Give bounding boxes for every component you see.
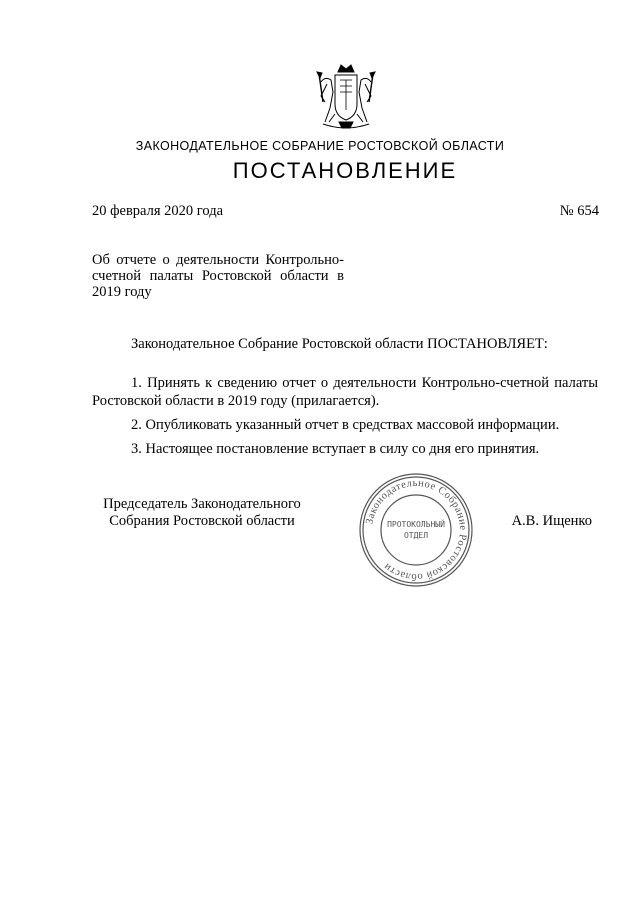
document-subject: Об отчете о деятельности Контрольно-счетной палаты Ростовской области в 2019 году	[92, 252, 344, 300]
resolution-item: 2. Опубликовать указанный отчет в средствах массовой информации.	[131, 417, 560, 433]
stamp-inner-line2: ОТДЕЛ	[403, 531, 429, 540]
resolution-item: 3. Настоящее постановление вступает в силу со дня его принятия.	[131, 441, 540, 457]
document-number: № 654	[559, 203, 599, 219]
resolution-item: 1. Принять к сведению отчет о деятельности Контрольно-счетной палаты Ростовской области в 2019 году (прилагается).	[92, 375, 598, 409]
document-type-title: ПОСТАНОВЛЕНИЕ	[232, 158, 458, 183]
signatory-name: А.В. Ищенко	[511, 513, 592, 529]
resolution-items	[92, 374, 598, 458]
stamp-inner-line1: ПРОТОКОЛЬНЫЙ	[387, 520, 445, 529]
official-stamp	[357, 471, 475, 589]
resolution-intro: Законодательное Собрание Ростовской области ПОСТАНОВЛЯЕТ:	[131, 336, 548, 352]
signatory-position-line: Председатель Законодательного	[103, 496, 301, 512]
signatory-position	[92, 496, 312, 530]
coat-of-arms-icon	[313, 62, 379, 132]
organization-name: ЗАКОНОДАТЕЛЬНОЕ СОБРАНИЕ РОСТОВСКОЙ ОБЛАСТИ	[135, 139, 505, 153]
stamp-outer-text: Законодательное Собрание Ростовской области	[364, 477, 469, 583]
signatory-position-line: Собрания Ростовской области	[109, 513, 295, 529]
document-date: 20 февраля 2020 года	[92, 203, 224, 219]
